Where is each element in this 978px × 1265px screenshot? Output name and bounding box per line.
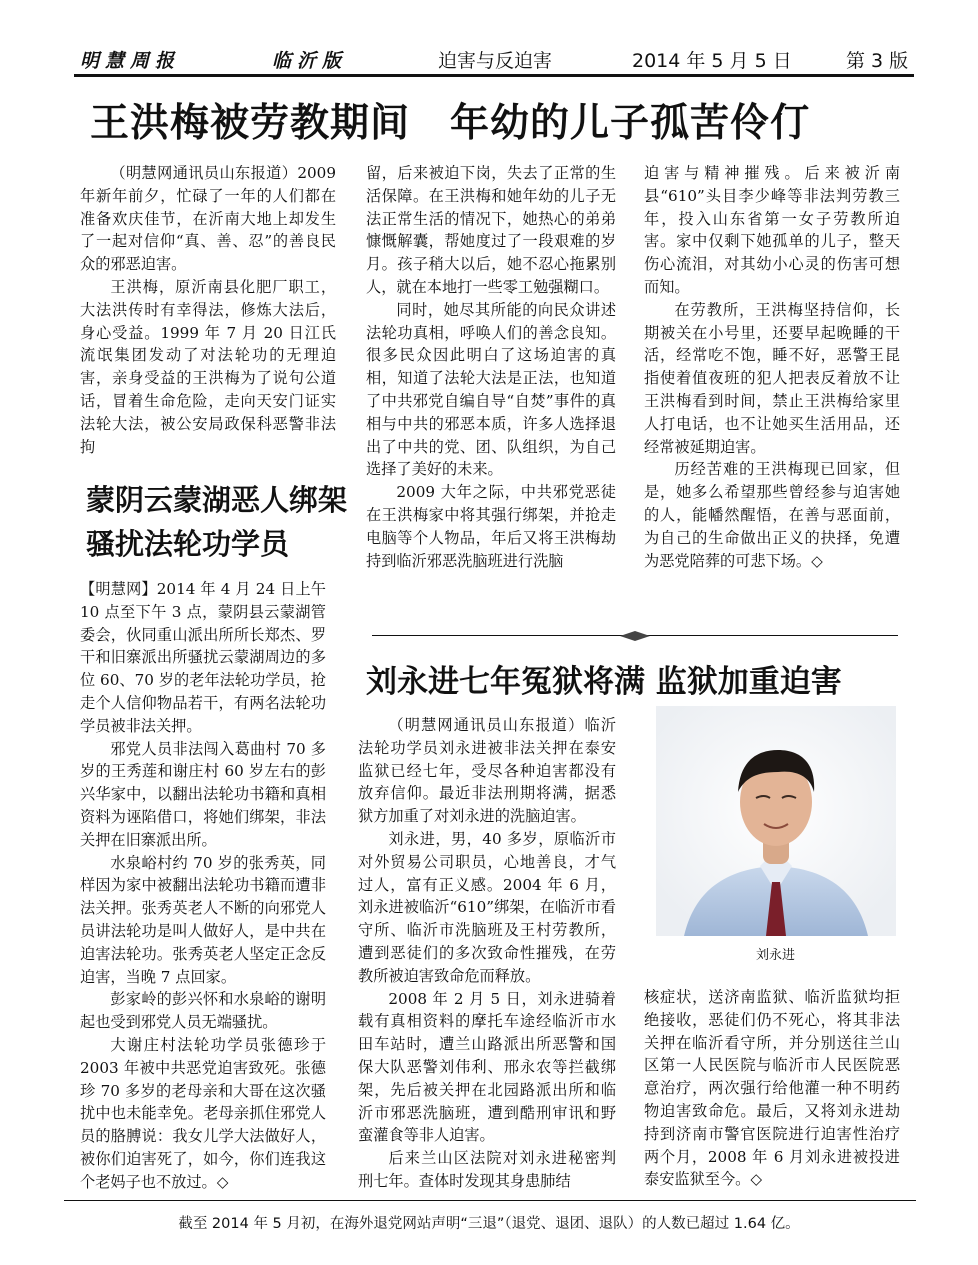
paragraph: 同时，她尽其所能的向民众讲述法轮功真相，呼唤人们的善念良知。很多民众因此明白了这场迫害的真相，知道了法轮大法是正法，也知道了中共邪党自编自导“自焚”事件的真相与中共的邪恶本质，许多人选择退出了中共的党、团、队组织，为自己选择了美好的未来。: [366, 300, 616, 479]
masthead-rule: [74, 74, 914, 77]
diamond-ornament-icon: [620, 631, 650, 641]
paragraph: 彭家岭的彭兴怀和水泉峪的谢明起也受到邪党人员无端骚扰。: [80, 990, 326, 1032]
paragraph: 留，后来被迫下岗，失去了正常的生活保障。在王洪梅和她年幼的儿子无法正常生活的情况下，她热心的弟弟慷慨解囊，帮她度过了一段艰难的岁月。孩子稍大以后，她不忍心拖累别人，就在本地打一些零工勉强糊口。: [366, 164, 616, 296]
paragraph: 历经苦难的王洪梅现已回家，但是，她多么希望那些曾经参与迫害她的人，能幡然醒悟，在善与恶面前，为自己的生命做出正义的抉择，免遭为恶党陪葬的可悲下场。◇: [644, 460, 900, 570]
paragraph: 大谢庄村法轮功学员张德珍于 2003 年被中共恶党迫害致死。张德珍 70 多岁的老母亲和大哥在这次骚扰中也未能幸免。老母亲抓住邪党人员的胳膊说：我女儿学大法做好人，被你们迫害死了，如今，你们连我这个老妈子也不放过。◇: [80, 1035, 326, 1191]
article-1-column-3: [644, 162, 900, 572]
article-3-headline: 刘永进七年冤狱将满 监狱加重迫害: [366, 664, 842, 700]
article-1-column-2: [366, 162, 616, 572]
paragraph: 核症状，送济南监狱、临沂监狱均拒绝接收，恶徒们仍不死心，将其非法关押在临沂看守所，并分别送往兰山区第一人民医院与临沂市人民医院恶意治疗，两次强行给他灌一种不明药物迫害致命危。最后，又将刘永进劫持到济南市警官医院进行迫害性治疗两个月，2008 年 6 月刘永进被投进泰安监狱至今。◇: [644, 988, 900, 1189]
article-1-headline-part-2: 年幼的儿子孤苦伶仃: [450, 100, 811, 146]
article-2-headline: 蒙阴云蒙湖恶人绑架骚扰法轮功学员: [86, 483, 348, 561]
paragraph: （明慧网通讯员山东报道）临沂法轮功学员刘永进被非法关押在泰安监狱已经七年，受尽各种迫害都没有放弃信仰。最近非法刑期将满，据悉狱方加重了对刘永进的洗脑迫害。: [358, 716, 616, 826]
masthead: [74, 38, 914, 74]
edition-name: 临沂版: [272, 50, 348, 72]
paragraph: 在劳教所，王洪梅坚持信仰，长期被关在小号里，还要早起晚睡的干活，经常吃不饱，睡不好，恶警王昆指使着值夜班的犯人把表反着放不让王洪梅看到时间，禁止王洪梅给家里人打电话，也不让她买生活用品，还经常被延期迫害。: [644, 300, 900, 456]
article-3-column-2: [644, 986, 900, 1191]
paragraph: 邪党人员非法闯入葛曲村 70 多岁的王秀莲和谢庄村 60 岁左右的彭兴华家中，以翻出法轮功书籍和真相资料为诬陷借口，将她们绑架，非法关押在旧寨派出所。: [80, 739, 326, 849]
section-divider: [372, 633, 898, 639]
paragraph: 【明慧网】2014 年 4 月 24 日上午 10 点至下午 3 点，蒙阴县云蒙湖管委会，伙同重山派出所所长郑杰、罗干和旧寨派出所骚扰云蒙湖周边的多位 60、70 岁的老年法轮功学员，抢走个人信仰物品若干，有两名法轮功学员被非法关押。: [80, 580, 326, 735]
paragraph: 迫害与精神摧残。后来被沂南县“610”头目李少峰等非法判劳教三年，投入山东省第一女子劳教所迫害。家中仅剩下她孤单的儿子，整天伤心流泪，对其幼小心灵的伤害可想而知。: [644, 164, 900, 296]
section-name: 迫害与反迫害: [438, 50, 553, 72]
footer-rule: [64, 1200, 916, 1201]
portrait-photo: [656, 706, 896, 936]
footer-notice: 截至 2014 年 5 月初，在海外退党网站声明“三退”（退党、退团、退队）的人数已超过 1.64 亿。: [178, 1216, 800, 1232]
newspaper-name: 明慧周报: [80, 50, 181, 72]
paragraph: （明慧网通讯员山东报道）2009年新年前夕，忙碌了一年的人们都在准备欢庆佳节，在沂南大地上却发生了一起对信仰“真、善、忍”的善良民众的邪恶迫害。: [80, 164, 336, 274]
paragraph: 王洪梅，原沂南县化肥厂职工，大法洪传时有幸得法，修炼大法后，身心受益。1999 年 7 月 20 日江氏流氓集团发动了对法轮功的无理迫害，亲身受益的王洪梅为了说句公道话，冒着生命危险，走向天安门证实法轮大法，被公安局政保科恶警非法拘: [80, 277, 336, 456]
article-1-column-1: [80, 162, 336, 458]
article-2-column: [80, 578, 326, 1194]
page-number: 第 3 版: [846, 50, 909, 72]
paragraph: 刘永进，男，40 多岁，原临沂市对外贸易公司职员，心地善良，才气过人，富有正义感。2004 年 6 月，刘永进被临沂“610”绑架，在临沂市看守所、临沂市洗脑班及王村劳教所，遭到恶徒们的多次致命性摧残，在劳教所被迫害致命危而释放。: [358, 829, 616, 985]
photo-caption: 刘永进: [756, 948, 796, 963]
paragraph: 2008 年 2 月 5 日，刘永进骑着载有真相资料的摩托车途经临沂市水田车站时，遭兰山路派出所恶警和国保大队恶警刘伟利、邢永农等拦截绑架，先后被关押在北园路派出所和临沂市邪恶洗脑班，遭到酷刑审讯和野蛮灌食等非人迫害。: [358, 989, 616, 1145]
article-1-headline-part-1: 王洪梅被劳教期间: [90, 100, 411, 146]
paragraph: 后来兰山区法院对刘永进秘密判刑七年。查体时发现其身患肺结: [358, 1149, 616, 1190]
article-1-headline: [90, 92, 810, 148]
article-3-column-1: [358, 714, 616, 1193]
issue-date: 2014 年 5 月 5 日: [632, 50, 792, 72]
paragraph: 水泉峪村约 70 岁的张秀英，同样因为家中被翻出法轮功书籍而遭非法关押。张秀英老人不断的向邪党人员讲法轮功是叫人做好人，是中共在迫害法轮功。张秀英老人坚定正念反迫害，当晚 7 点回家。: [80, 853, 326, 986]
paragraph: 2009 大年之际，中共邪党恶徒在王洪梅家中将其强行绑架，并抢走电脑等个人物品，年后又将王洪梅劫持到临沂邪恶洗脑班进行洗脑: [366, 483, 616, 570]
